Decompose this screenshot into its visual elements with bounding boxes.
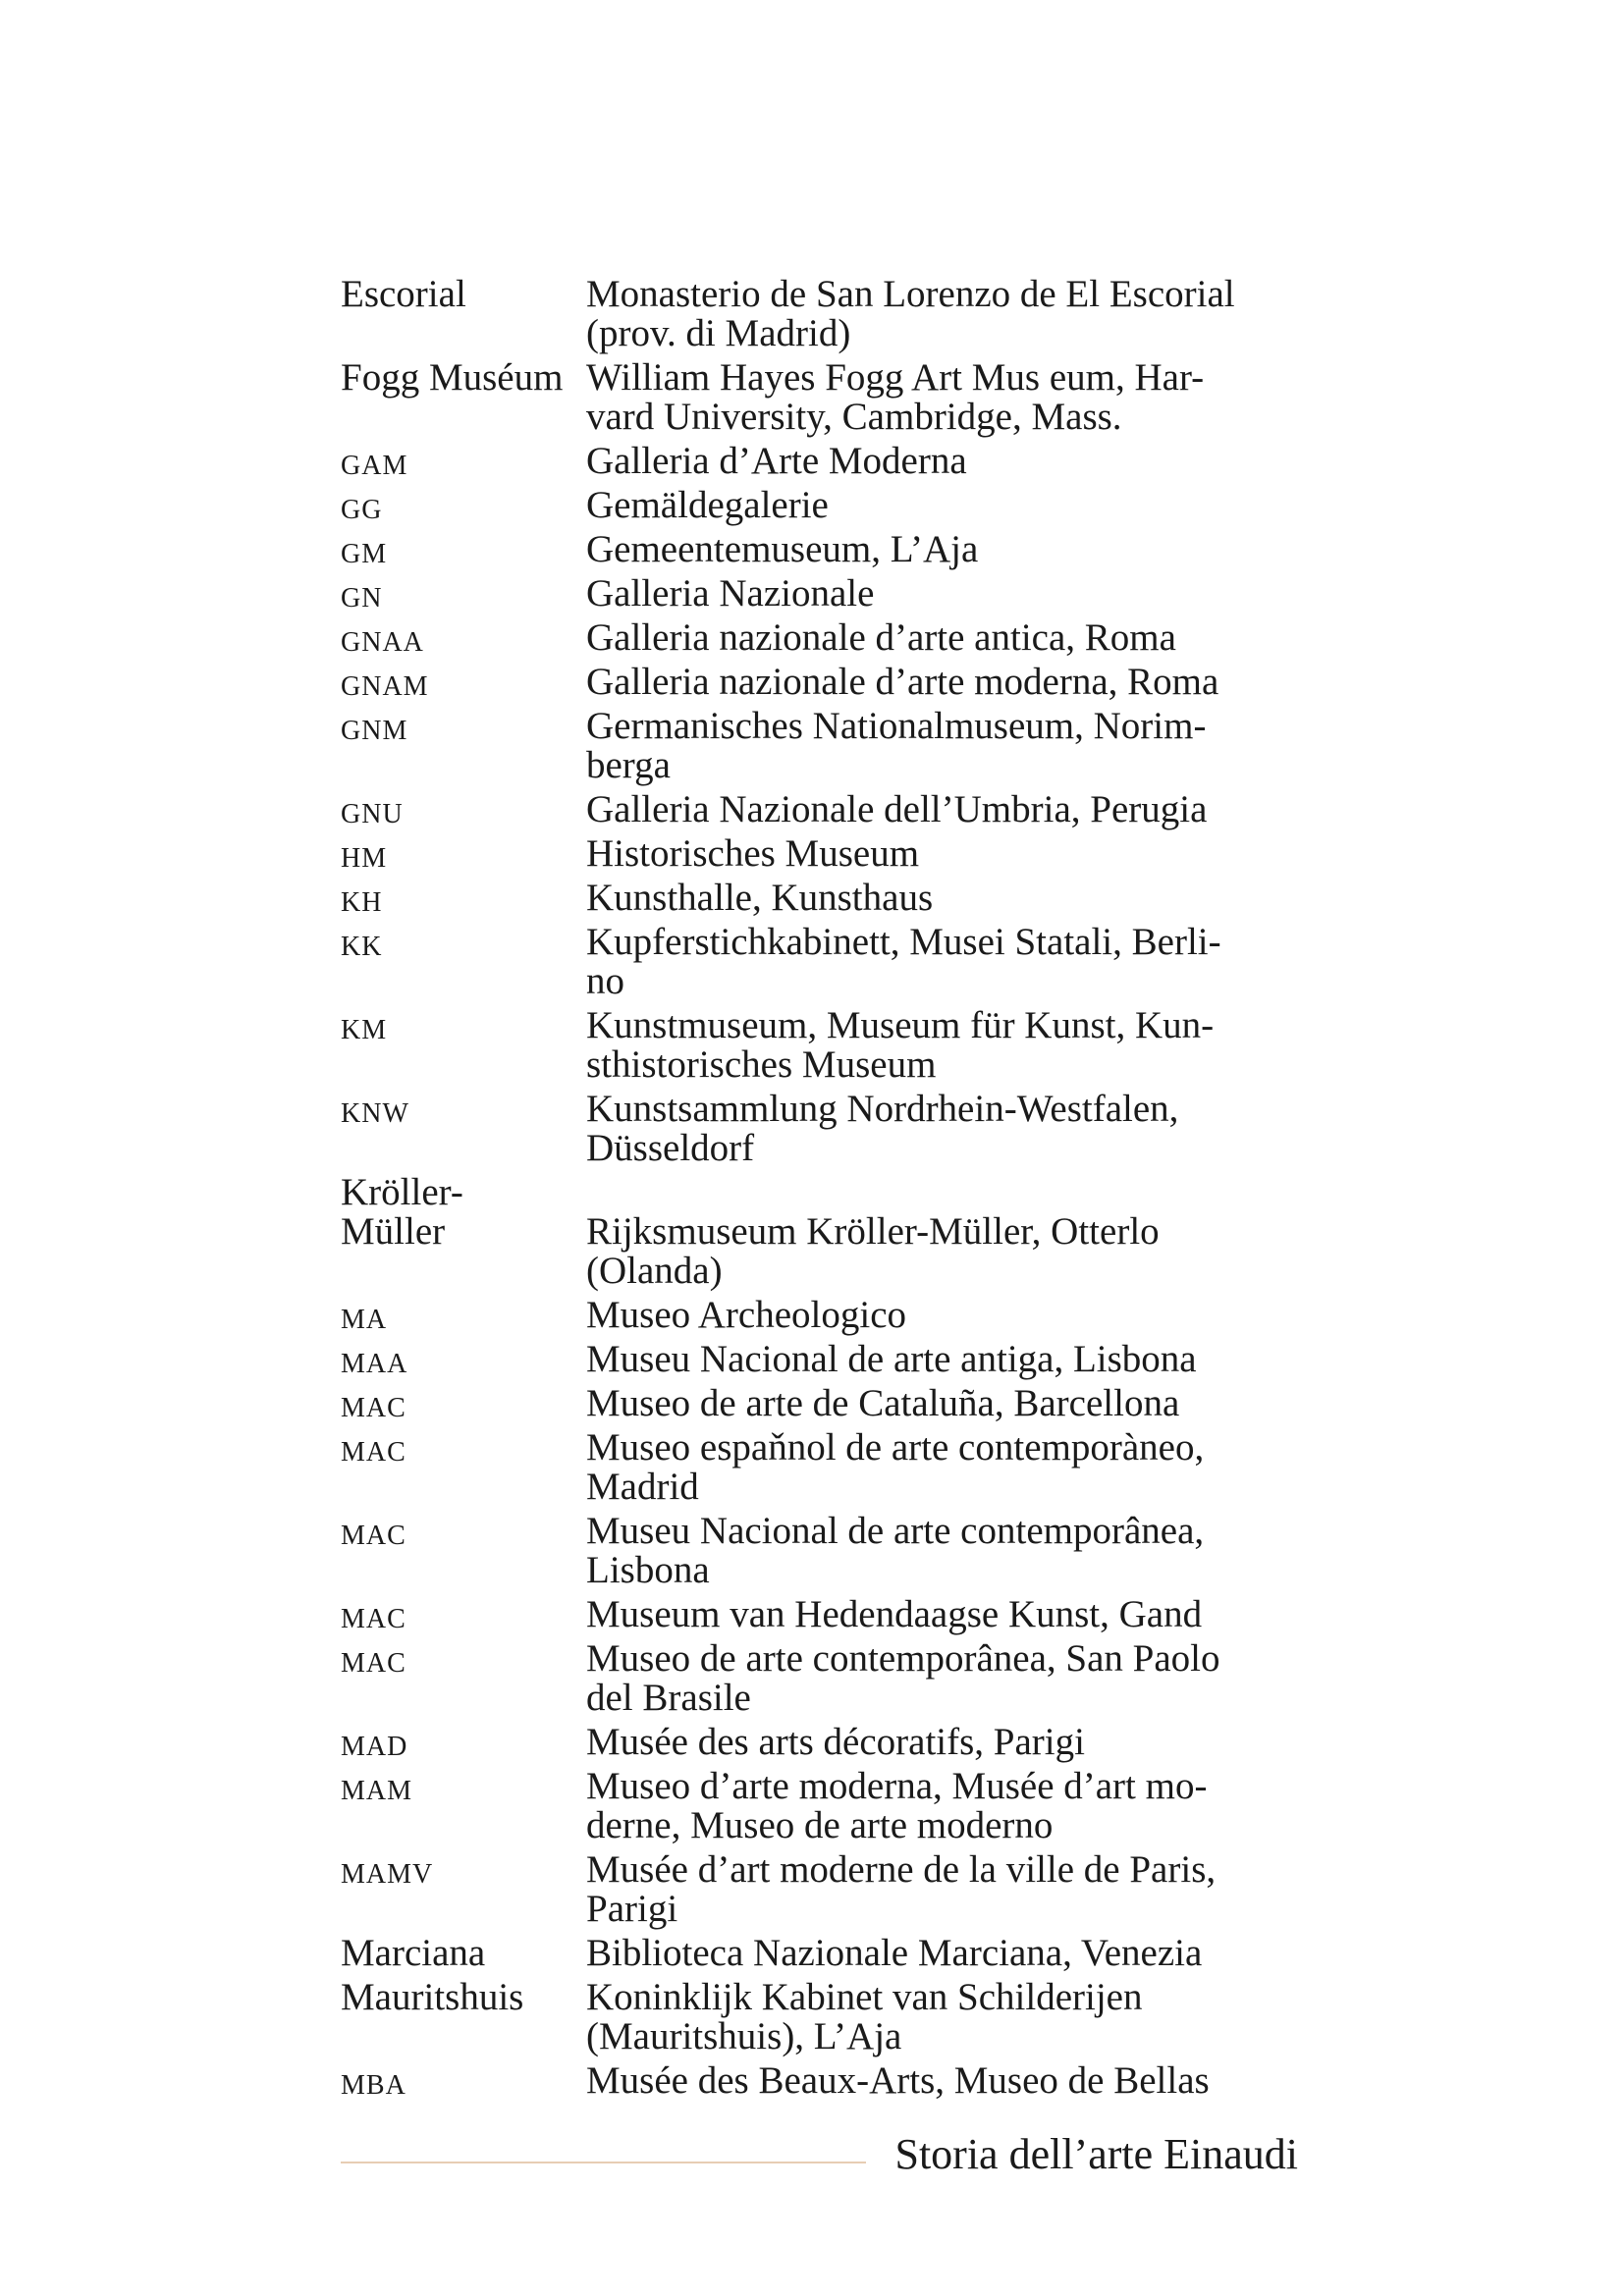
glossary-entry (341, 1595, 1303, 1634)
description-line: Gemeentemuseum, L’Aja (586, 528, 979, 570)
entry-description (586, 923, 1303, 1001)
description-line: Kunsthalle, Kunsthaus (586, 877, 934, 919)
entry-description (586, 1340, 1303, 1379)
entry-description (586, 1723, 1303, 1762)
entry-abbreviation: GAM (341, 451, 408, 481)
page-footer (341, 2120, 1303, 2179)
description-line: Kupferstichkabinett, Musei Statali, Berli- (586, 921, 1221, 963)
abbreviation-list (341, 275, 1303, 2106)
glossary-entry (341, 1850, 1303, 1929)
entry-description (586, 486, 1303, 525)
glossary-entry (341, 879, 1303, 918)
entry-abbreviation: MAD (341, 1732, 408, 1762)
glossary-entry (341, 1428, 1303, 1507)
entry-description (586, 442, 1303, 481)
entry-description (586, 358, 1303, 437)
description-line: Galleria d’Arte Moderna (586, 440, 967, 482)
entry-description (586, 275, 1303, 353)
description-line: berga (586, 744, 671, 786)
glossary-entry (341, 358, 1303, 437)
description-line: Kunstsammlung Nordrhein-Westfalen, (586, 1088, 1179, 1130)
footer-rule (341, 2162, 866, 2163)
description-line: derne, Museo de arte moderno (586, 1804, 1054, 1846)
entry-abbreviation: GN (341, 583, 383, 614)
entry-abbreviation: GM (341, 539, 388, 569)
description-line: Galleria nazionale d’arte moderna, Roma (586, 661, 1219, 703)
entry-abbreviation: Marciana (341, 1932, 486, 1974)
entry-description (586, 834, 1303, 874)
entry-abbreviation: MAC (341, 1521, 406, 1551)
description-line: Düsseldorf (586, 1127, 755, 1169)
entry-description (586, 1767, 1303, 1845)
description-line: Lisbona (586, 1549, 710, 1591)
entry-abbreviation: KM (341, 1015, 388, 1045)
entry-description (586, 1978, 1303, 2056)
description-line: del Brasile (586, 1677, 751, 1719)
glossary-entry (341, 1723, 1303, 1762)
glossary-entry (341, 1296, 1303, 1335)
entry-description (586, 879, 1303, 918)
description-line: (Olanda) (586, 1250, 723, 1292)
entry-abbreviation: Escorial (341, 273, 466, 315)
glossary-entry (341, 1934, 1303, 1973)
description-line: Museo Archeologico (586, 1294, 907, 1336)
entry-description (586, 1173, 1303, 1291)
description-line: Museo de arte contemporânea, San Paolo (586, 1637, 1220, 1680)
glossary-entry (341, 1512, 1303, 1590)
entry-description (586, 1850, 1303, 1929)
entry-abbreviation: GNAA (341, 627, 424, 658)
description-line: Germanisches Nationalmuseum, Norim- (586, 705, 1207, 747)
description-line: (Mauritshuis), L’Aja (586, 2015, 902, 2057)
description-line: Musée d’art moderne de la ville de Paris, (586, 1848, 1217, 1891)
description-line: Museu Nacional de arte antiga, Lisbona (586, 1338, 1197, 1380)
entry-abbreviation: MAC (341, 1393, 406, 1423)
description-line: Galleria Nazionale (586, 572, 875, 614)
entry-abbreviation: MAC (341, 1437, 406, 1468)
entry-abbreviation: MAC (341, 1648, 406, 1679)
description-line: Musée des arts décoratifs, Parigi (586, 1721, 1085, 1763)
glossary-entry (341, 1340, 1303, 1379)
glossary-entry (341, 834, 1303, 874)
entry-abbreviation: KK (341, 932, 383, 962)
glossary-entry (341, 923, 1303, 1001)
glossary-entry (341, 707, 1303, 785)
description-line: Galleria Nazionale dell’Umbria, Perugia (586, 788, 1208, 830)
entry-abbreviation: MAC (341, 1604, 406, 1634)
entry-description (586, 663, 1303, 702)
entry-description (586, 790, 1303, 829)
description-line: Koninklijk Kabinet van Schilderijen (586, 1976, 1143, 2018)
description-line (586, 1173, 1303, 1212)
description-line: William Hayes Fogg Art Mus eum, Har- (586, 356, 1205, 399)
description-line: Monasterio de San Lorenzo de El Escorial (586, 273, 1235, 315)
abbreviation-line: Kröller- (341, 1171, 463, 1213)
glossary-entry (341, 1767, 1303, 1845)
entry-abbreviation: KH (341, 887, 383, 918)
description-line: Biblioteca Nazionale Marciana, Venezia (586, 1932, 1203, 1974)
glossary-entry (341, 1173, 1303, 1291)
entry-description (586, 1384, 1303, 1423)
entry-description (586, 1090, 1303, 1168)
description-line: Rijksmuseum Kröller-Müller, Otterlo (586, 1210, 1160, 1253)
description-line: Musée des Beaux-Arts, Museo de Bellas (586, 2059, 1210, 2102)
glossary-entry (341, 1090, 1303, 1168)
description-line: Parigi (586, 1888, 678, 1930)
entry-description (586, 1639, 1303, 1718)
glossary-entry (341, 574, 1303, 614)
description-line: Kunstmuseum, Museum für Kunst, Kun- (586, 1004, 1215, 1046)
entry-abbreviation: MAM (341, 1776, 413, 1806)
glossary-entry (341, 2061, 1303, 2101)
entry-description (586, 618, 1303, 658)
description-line: Historisches Museum (586, 832, 920, 875)
entry-abbreviation: Mauritshuis (341, 1976, 524, 2018)
entry-description (586, 1428, 1303, 1507)
glossary-entry (341, 1384, 1303, 1423)
glossary-entry (341, 1006, 1303, 1085)
entry-description (586, 2061, 1303, 2101)
glossary-entry (341, 275, 1303, 353)
entry-abbreviation: GNU (341, 799, 404, 829)
footer-title: Storia dell’arte Einaudi (894, 2130, 1298, 2178)
entry-abbreviation: MAA (341, 1349, 408, 1379)
glossary-entry (341, 618, 1303, 658)
entry-abbreviation: GNM (341, 716, 408, 746)
glossary-entry (341, 486, 1303, 525)
description-line: no (586, 960, 624, 1002)
description-line: Madrid (586, 1466, 699, 1508)
entry-description (586, 1296, 1303, 1335)
description-line: vard University, Cambridge, Mass. (586, 396, 1122, 438)
entry-abbreviation (341, 1173, 586, 1252)
description-line: Museum van Hedendaagse Kunst, Gand (586, 1593, 1203, 1635)
entry-abbreviation: HM (341, 843, 388, 874)
entry-abbreviation: KNW (341, 1098, 409, 1129)
abbreviation-line: Müller (341, 1210, 446, 1253)
entry-description (586, 530, 1303, 569)
glossary-entry (341, 1639, 1303, 1718)
glossary-entry (341, 1978, 1303, 2056)
entry-description (586, 707, 1303, 785)
description-line: Gemäldegalerie (586, 484, 829, 526)
entry-abbreviation: MA (341, 1305, 388, 1335)
description-line: (prov. di Madrid) (586, 312, 851, 354)
glossary-entry (341, 663, 1303, 702)
entry-description (586, 574, 1303, 614)
entry-description (586, 1006, 1303, 1085)
description-line: Museo d’arte moderna, Musée d’art mo- (586, 1765, 1208, 1807)
description-line: Museo espaňnol de arte contemporàneo, (586, 1426, 1205, 1468)
glossary-entry (341, 442, 1303, 481)
glossary-entry (341, 530, 1303, 569)
entry-description (586, 1512, 1303, 1590)
entry-abbreviation: MAMV (341, 1859, 434, 1890)
description-line: Galleria nazionale d’arte antica, Roma (586, 616, 1176, 659)
description-line: Museu Nacional de arte contemporânea, (586, 1510, 1205, 1552)
entry-abbreviation: Fogg Muséum (341, 356, 564, 399)
entry-abbreviation: MBA (341, 2070, 406, 2101)
entry-abbreviation: GG (341, 495, 383, 525)
description-line: sthistorisches Museum (586, 1043, 937, 1086)
entry-description (586, 1934, 1303, 1973)
entry-abbreviation: GNAM (341, 671, 429, 702)
description-line: Museo de arte de Cataluña, Barcellona (586, 1382, 1180, 1424)
glossary-entry (341, 790, 1303, 829)
entry-description (586, 1595, 1303, 1634)
